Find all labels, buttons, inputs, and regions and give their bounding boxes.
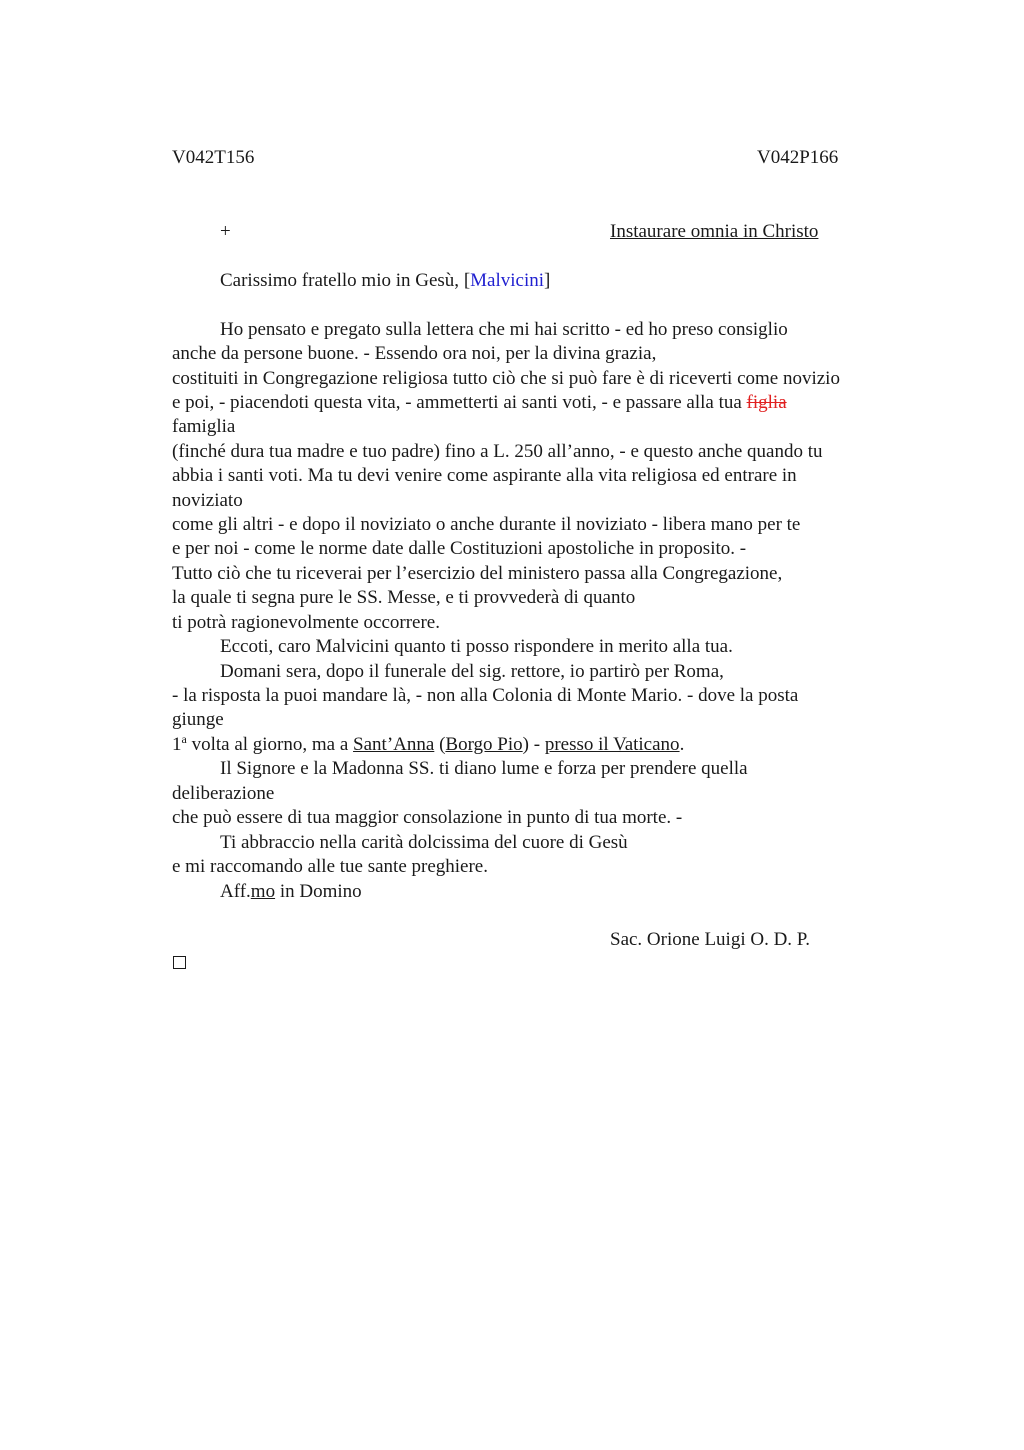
body-line-18-text-1: volta al giorno, ma a — [186, 734, 354, 755]
document-code-left: V042T156 — [172, 147, 255, 168]
body-line-18-text-3: ) - — [522, 734, 545, 755]
body-line-5: famiglia — [172, 416, 236, 437]
salutation-text: Carissimo fratello mio in Gesù, — [220, 270, 464, 291]
place-borgo-pio: Borgo Pio — [445, 734, 523, 755]
closing-domino: in Domino — [275, 881, 362, 902]
salutation — [220, 269, 550, 293]
body-line-8: noviziato — [172, 490, 243, 511]
closing-line — [220, 880, 362, 904]
body-line-19: Il Signore e la Madonna SS. ti diano lume e forza per prendere quella — [220, 758, 748, 779]
body-line-18-text-4: . — [679, 734, 685, 755]
body-line-15: Domani sera, dopo il funerale del sig. rettore, io partirò per Roma, — [220, 661, 724, 682]
square-mark — [173, 956, 186, 969]
body-line-11: Tutto ciò che tu riceverai per l’esercizio del ministero passa alla Congregazione, — [172, 563, 783, 584]
closing-aff: Aff. — [220, 881, 251, 902]
body-line-20: deliberazione — [172, 783, 275, 804]
body-line-2: anche da persone buone. - Essendo ora noi, per la divina grazia, — [172, 343, 657, 364]
body-line-16: - la risposta la puoi mandare là, - non alla Colonia di Monte Mario. - dove la posta — [172, 685, 799, 706]
body-line-4-text: e poi, - piacendoti questa vita, - ammetterti ai santi voti, - e passare alla tua — [172, 392, 747, 413]
document-code-right: V042P166 — [757, 147, 839, 168]
body-line-13: ti potrà ragionevolmente occorrere. — [172, 612, 440, 633]
cross-mark: + — [220, 221, 231, 242]
body-line-21: che può essere di tua maggior consolazione in punto di tua morte. - — [172, 807, 683, 828]
place-santanna: Sant’Anna — [353, 734, 435, 755]
body-line-10: e per noi - come le norme date dalle Costituzioni apostoliche in proposito. - — [172, 538, 747, 559]
body-line-3: costituiti in Congregazione religiosa tutto ciò che si può fare è di riceverti come novizio — [172, 368, 840, 389]
place-vaticano: presso il Vaticano — [544, 734, 680, 755]
bracket-close: ] — [544, 270, 551, 291]
body-line-7: abbia i santi voti. Ma tu devi venire come aspirante alla vita religiosa ed entrare in — [172, 465, 797, 486]
bracket-open: [ — [463, 270, 471, 291]
motto: Instaurare omnia in Christo — [610, 221, 819, 242]
ordinal-suffix: a — [181, 732, 187, 746]
body-line-23: e mi raccomando alle tue sante preghiere. — [172, 856, 488, 877]
body-line-14: Eccoti, caro Malvicini quanto ti posso rispondere in merito alla tua. — [220, 636, 733, 657]
body-line-22: Ti abbraccio nella carità dolcissima del cuore di Gesù — [220, 832, 628, 853]
body-line-9: come gli altri - e dopo il noviziato o anche durante il noviziato - libera mano per te — [172, 514, 801, 535]
body-line-1: Ho pensato e pregato sulla lettera che mi hai scritto - ed ho preso consiglio — [220, 319, 788, 340]
body-line-6: (finché dura tua madre e tuo padre) fino a L. 250 all’anno, - e questo anche quando tu — [172, 441, 823, 462]
signature: Sac. Orione Luigi O. D. P. — [610, 929, 811, 950]
body-line-18 — [172, 733, 684, 758]
ordinal-number: 1 — [172, 734, 182, 755]
recipient-name: Malvicini — [470, 270, 545, 291]
body-line-17: giunge — [172, 709, 224, 730]
deleted-word: figlia — [746, 392, 787, 413]
body-line-12: la quale ti segna pure le SS. Messe, e ti provvederà di quanto — [172, 587, 636, 608]
body-line-4 — [172, 391, 787, 415]
closing-mo: mo — [250, 881, 276, 902]
body-line-18-text-2: ( — [434, 734, 446, 755]
